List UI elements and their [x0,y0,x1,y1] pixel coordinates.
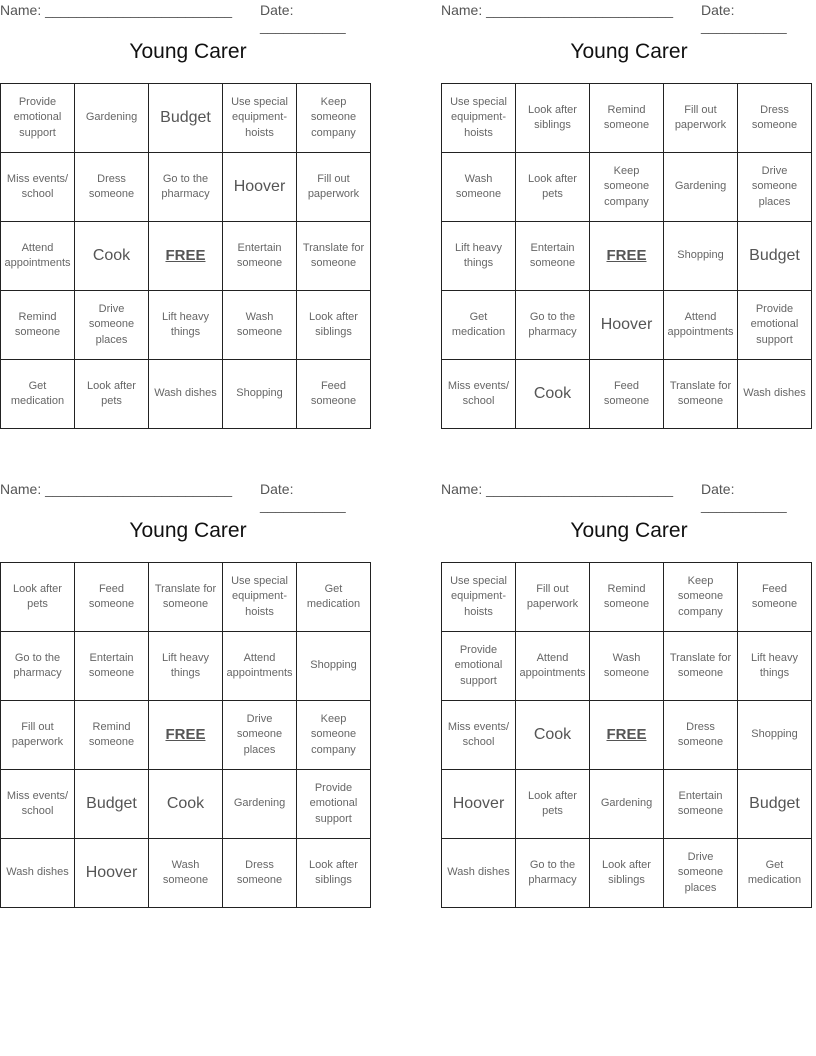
bingo-cell: Drive someone places [223,701,297,770]
bingo-cell: Attend appointments [223,632,297,701]
bingo-cell: Dress someone [75,153,149,222]
grid-row [442,291,812,360]
bingo-cell: Hoover [223,153,297,222]
bingo-cell: Entertain someone [223,222,297,291]
bingo-cell: Keep someone company [664,563,738,632]
bingo-cell: Feed someone [738,563,812,632]
bingo-cell: Attend appointments [516,632,590,701]
bingo-cell: Gardening [664,153,738,222]
bingo-cell: Wash someone [442,153,516,222]
bingo-cell: Provide emotional support [297,770,371,839]
grid-row [1,839,371,908]
card-title: Young Carer [129,40,247,63]
bingo-cell: Wash someone [223,291,297,360]
bingo-cell: Shopping [738,701,812,770]
bingo-cell: Remind someone [590,563,664,632]
grid-row [1,632,371,701]
bingo-cell: Go to the pharmacy [149,153,223,222]
card-header [441,479,816,513]
date-field-label: Date: ___________ [701,2,787,34]
date-field-label: Date: ___________ [260,2,346,34]
grid-row [442,563,812,632]
bingo-cell: Drive someone places [75,291,149,360]
grid-row [1,563,371,632]
bingo-cell: Provide emotional support [442,632,516,701]
grid-row [1,222,371,291]
bingo-cell: Remind someone [75,701,149,770]
card-title: Young Carer [570,40,688,63]
grid-row [442,153,812,222]
bingo-cell: Drive someone places [664,839,738,908]
bingo-cell: Shopping [664,222,738,291]
bingo-cell: Shopping [223,360,297,429]
bingo-cell: Wash dishes [442,839,516,908]
bingo-cell: Lift heavy things [738,632,812,701]
grid-row [442,839,812,908]
bingo-cell: Look after pets [516,770,590,839]
card-header [0,0,376,34]
bingo-cell: Drive someone places [738,153,812,222]
bingo-cell: Provide emotional support [1,84,75,153]
bingo-cell: Dress someone [738,84,812,153]
free-space-cell: FREE [590,701,664,770]
grid-row [442,632,812,701]
bingo-cell: Entertain someone [664,770,738,839]
bingo-cell: Look after siblings [297,839,371,908]
bingo-cell: Look after siblings [516,84,590,153]
bingo-cell: Look after pets [516,153,590,222]
bingo-cell: Use special equipment-hoists [442,563,516,632]
bingo-cell: Wash dishes [1,839,75,908]
grid-row [442,770,812,839]
bingo-cell: Keep someone company [297,701,371,770]
bingo-cell: Cook [516,360,590,429]
bingo-cell: Miss events/ school [1,153,75,222]
bingo-cell: Translate for someone [664,632,738,701]
bingo-cell: Attend appointments [1,222,75,291]
bingo-cell: Lift heavy things [442,222,516,291]
bingo-cell: Attend appointments [664,291,738,360]
grid-row [1,84,371,153]
bingo-cell: Entertain someone [516,222,590,291]
bingo-cell: Gardening [590,770,664,839]
name-field-label: Name: ________________________ [0,481,232,497]
bingo-cell: Feed someone [590,360,664,429]
bingo-cell: Get medication [297,563,371,632]
bingo-cell: Shopping [297,632,371,701]
bingo-cell: Keep someone company [590,153,664,222]
bingo-cell: Hoover [442,770,516,839]
grid-row [1,770,371,839]
bingo-cell: Miss events/ school [442,360,516,429]
bingo-cell: Budget [738,222,812,291]
bingo-cell: Fill out paperwork [297,153,371,222]
bingo-cell: Gardening [75,84,149,153]
grid-row [1,701,371,770]
bingo-cell: Hoover [75,839,149,908]
bingo-cell: Cook [516,701,590,770]
bingo-cell: Fill out paperwork [664,84,738,153]
bingo-cell: Lift heavy things [149,291,223,360]
bingo-cell: Budget [149,84,223,153]
bingo-cell: Miss events/ school [1,770,75,839]
bingo-cell: Fill out paperwork [516,563,590,632]
bingo-cell: Hoover [590,291,664,360]
bingo-cell: Look after siblings [297,291,371,360]
bingo-cell: Get medication [442,291,516,360]
bingo-cell: Wash someone [149,839,223,908]
bingo-grid [0,83,371,429]
bingo-cell: Wash dishes [149,360,223,429]
bingo-cell: Dress someone [664,701,738,770]
bingo-cell: Miss events/ school [442,701,516,770]
bingo-cell: Cook [149,770,223,839]
bingo-cell: Get medication [738,839,812,908]
bingo-cell: Go to the pharmacy [516,291,590,360]
bingo-cell: Budget [75,770,149,839]
name-field-label: Name: ________________________ [0,2,232,18]
bingo-cell: Get medication [1,360,75,429]
bingo-grid [0,562,371,908]
name-field-label: Name: ________________________ [441,2,673,18]
free-space-cell: FREE [149,701,223,770]
bingo-cell: Translate for someone [297,222,371,291]
bingo-cell: Feed someone [75,563,149,632]
grid-row [442,84,812,153]
bingo-cell: Go to the pharmacy [516,839,590,908]
name-field-label: Name: ________________________ [441,481,673,497]
bingo-cell: Go to the pharmacy [1,632,75,701]
bingo-cell: Use special equipment-hoists [442,84,516,153]
grid-row [1,153,371,222]
grid-row [442,222,812,291]
bingo-cell: Budget [738,770,812,839]
bingo-grid [441,83,812,429]
grid-row [1,291,371,360]
bingo-cell: Look after siblings [590,839,664,908]
bingo-cell: Wash someone [590,632,664,701]
bingo-cell: Use special equipment-hoists [223,563,297,632]
bingo-cell: Provide emotional support [738,291,812,360]
bingo-cell: Remind someone [1,291,75,360]
bingo-cell: Look after pets [1,563,75,632]
date-field-label: Date: ___________ [260,481,346,513]
free-space-cell: FREE [149,222,223,291]
grid-row [442,360,812,429]
bingo-cell: Gardening [223,770,297,839]
bingo-cell: Look after pets [75,360,149,429]
bingo-cell: Remind someone [590,84,664,153]
bingo-cell: Translate for someone [664,360,738,429]
card-header [0,479,376,513]
bingo-cell: Feed someone [297,360,371,429]
bingo-cell: Translate for someone [149,563,223,632]
card-header [441,0,816,34]
card-title: Young Carer [129,519,247,542]
bingo-cell: Wash dishes [738,360,812,429]
bingo-cell: Fill out paperwork [1,701,75,770]
card-title: Young Carer [570,519,688,542]
grid-row [1,360,371,429]
grid-row [442,701,812,770]
bingo-cell: Cook [75,222,149,291]
free-space-cell: FREE [590,222,664,291]
date-field-label: Date: ___________ [701,481,787,513]
bingo-cell: Lift heavy things [149,632,223,701]
bingo-cell: Entertain someone [75,632,149,701]
bingo-grid [441,562,812,908]
bingo-cell: Use special equipment-hoists [223,84,297,153]
bingo-cell: Keep someone company [297,84,371,153]
bingo-cell: Dress someone [223,839,297,908]
